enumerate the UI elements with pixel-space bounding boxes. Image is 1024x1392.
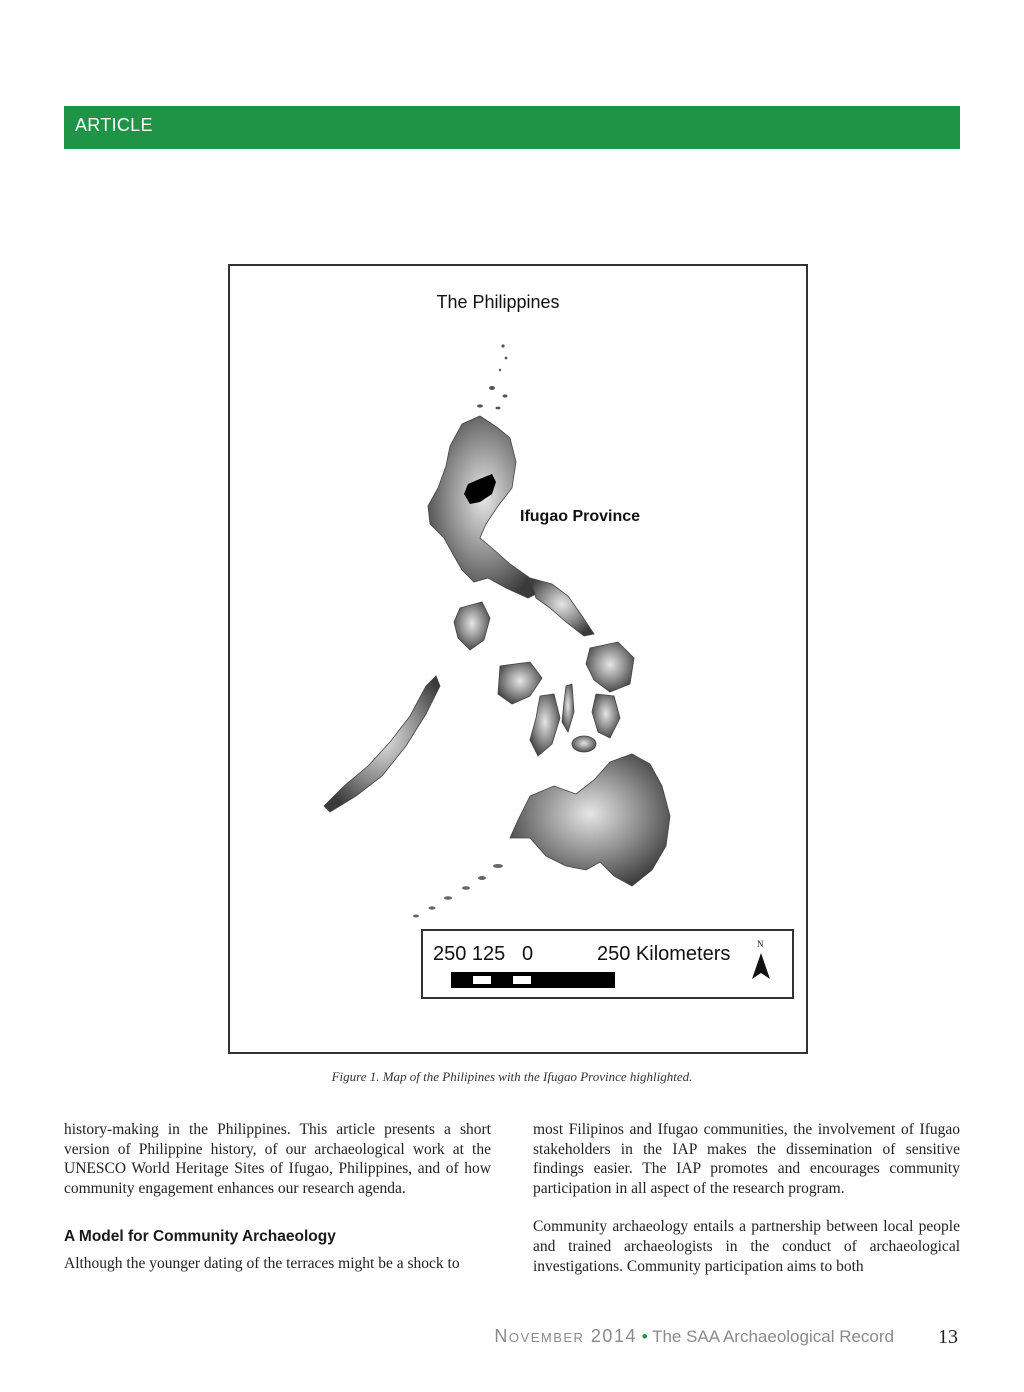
bohol-island [572, 736, 596, 752]
paragraph: Community archaeology entails a partnership between local people and trained archaeologists in the conduct of archaeological investigations. Community participation aims to both [533, 1218, 960, 1275]
journal-title: The SAA Archaeological Record [652, 1327, 894, 1346]
leyte-island [592, 694, 620, 738]
paragraph: history-making in the Philippines. This article presents a short version of Philippine history, of our archaeological work at the UNESCO World Heritage Sites of Ifugao, Philippines, and of how community engagement enhances our research agenda. [64, 1121, 491, 1197]
scale-units-label: 250 Kilometers [597, 943, 731, 965]
section-heading: A Model for Community Archaeology [64, 1228, 336, 1246]
map-title: The Philippines [436, 292, 560, 312]
scale-bar [451, 971, 617, 991]
scale-numbers: 250 125 0 [433, 943, 534, 965]
paragraph: most Filipinos and Ifugao communities, the involvement of Ifugao stakeholders in the IAP makes the dissemination of sensitive findings easier. The IAP promotes and encourages community participation in all aspect of the research program. [533, 1121, 960, 1197]
negros-island [530, 694, 560, 756]
figure-caption: Figure 1. Map of the Philipines with the Ifugao Province highlighted. [331, 1069, 693, 1084]
section-label: ARTICLE [75, 115, 153, 135]
cebu-island [562, 684, 574, 732]
ifugao-province-label: Ifugao Province [520, 508, 641, 525]
left-column [64, 1120, 491, 1274]
northern-islets [477, 344, 508, 409]
mindanao-island [510, 754, 670, 886]
panay-island [498, 662, 542, 704]
samar-island [586, 642, 634, 692]
issue-date: November 2014 [494, 1326, 637, 1346]
north-arrow-icon [752, 953, 770, 981]
figure-map [228, 264, 808, 1054]
page-footer [494, 1326, 894, 1347]
scale-legend [421, 929, 794, 999]
palawan-island [324, 676, 440, 812]
paragraph: Although the younger dating of the terraces might be a shock to [64, 1254, 460, 1272]
footer-bullet: • [641, 1327, 648, 1346]
bicol-peninsula [530, 578, 594, 636]
north-label: N [757, 939, 764, 949]
section-banner [64, 106, 960, 149]
sulu-islets [413, 864, 503, 918]
page-number: 13 [938, 1326, 958, 1348]
right-column [533, 1120, 960, 1276]
luzon-island [428, 416, 540, 598]
mindoro-island [454, 602, 490, 650]
